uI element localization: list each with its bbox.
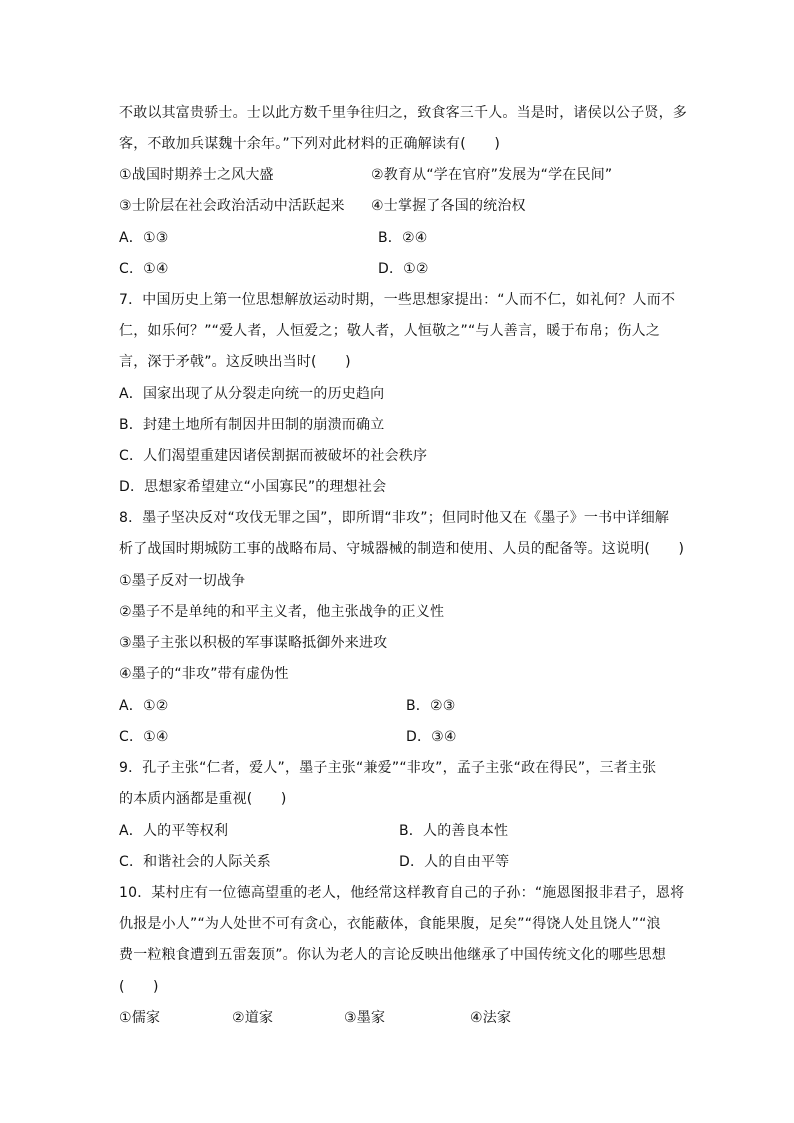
q7-option-d[interactable]: D．思想家希望建立“小国寡民”的理想社会 (119, 479, 387, 495)
q8-statement-3: ③墨子主张以积极的军事谋略抵御外来进攻 (119, 635, 388, 651)
q6-statement-1: ①战国时期养士之风大盛 (119, 167, 274, 183)
q10-stem-line-4: ( ) (119, 979, 159, 995)
q10-choice-3: ③墨家 (344, 1010, 386, 1026)
q9-option-d[interactable]: D．人的自由平等 (399, 854, 510, 870)
q7-stem-line-3: 言，深于矛戟”。这反映出当时( ) (119, 354, 351, 370)
q8-statement-1: ①墨子反对一切战争 (119, 573, 246, 589)
q10-choice-2: ②道家 (232, 1010, 274, 1026)
q10-stem-line-3: 费一粒粮食遭到五雷轰顶”。你认为老人的言论反映出他继承了中国传统文化的哪些思想 (119, 947, 667, 963)
q9-option-c[interactable]: C．和谐社会的人际关系 (119, 854, 271, 870)
q8-option-a[interactable]: A．①② (119, 698, 169, 714)
q8-stem-line-2: 析了战国时期城防工事的战略布局、守城器械的制造和使用、人员的配备等。这说明( ) (119, 541, 685, 557)
q6-stem-line-1: 不敢以其富贵骄士。士以此方数千里争往归之，致食客三千人。当是时，诸侯以公子贤，多 (119, 105, 687, 121)
q8-option-d[interactable]: D．③④ (406, 729, 457, 745)
q8-option-b[interactable]: B．②③ (406, 698, 456, 714)
q10-choice-1: ①儒家 (119, 1010, 161, 1026)
q8-option-c[interactable]: C．①④ (119, 729, 169, 745)
q6-option-d[interactable]: D．①② (378, 261, 429, 277)
q8-stem-line-1: 8．墨子坚决反对“攻伐无罪之国”，即所谓“非攻”；但同时他又在《墨子》一书中详细解 (119, 510, 670, 526)
q9-stem-line-2: 的本质内涵都是重视( ) (119, 791, 287, 807)
q6-option-b[interactable]: B．②④ (378, 230, 428, 246)
q6-option-a[interactable]: A．①③ (119, 230, 169, 246)
q9-option-a[interactable]: A．人的平等权利 (119, 823, 229, 839)
q7-stem-line-1: 7．中国历史上第一位思想解放运动时期，一些思想家提出：“人而不仁，如礼何？人而不 (119, 292, 676, 308)
q9-option-b[interactable]: B．人的善良本性 (399, 823, 509, 839)
q7-option-c[interactable]: C．人们渴望重建因诸侯割据而被破坏的社会秩序 (119, 448, 428, 464)
q6-option-c[interactable]: C．①④ (119, 261, 169, 277)
q7-stem-line-2: 仁，如乐何？”“爱人者，人恒爱之；敬人者，人恒敬之”“与人善言，暖于布帛；伤人之 (119, 323, 661, 339)
q10-stem-line-1: 10．某村庄有一位德高望重的老人，他经常这样教育自己的子孙：“施恩图报非君子，恩将 (119, 885, 685, 901)
q7-option-b[interactable]: B．封建土地所有制因井田制的崩溃而确立 (119, 417, 385, 433)
q8-statement-4: ④墨子的“非攻”带有虚伪性 (119, 666, 289, 682)
q6-stem-line-2: 客，不敢加兵谋魏十余年。”下列对此材料的正确解读有( ) (119, 136, 500, 152)
q6-statement-3: ③士阶层在社会政治活动中活跃起来 (119, 198, 345, 214)
q6-statement-4: ④士掌握了各国的统治权 (371, 198, 526, 214)
q7-option-a[interactable]: A．国家出现了从分裂走向统一的历史趋向 (119, 386, 385, 402)
q10-choice-4: ④法家 (470, 1010, 512, 1026)
q9-stem-line-1: 9．孔子主张“仁者，爱人”，墨子主张“兼爱”“非攻”，孟子主张“政在得民”，三者主张 (119, 760, 657, 776)
q10-stem-line-2: 仇报是小人”“为人处世不可有贪心，衣能蔽体，食能果腹，足矣”“得饶人处且饶人”“浪 (119, 916, 661, 932)
q8-statement-2: ②墨子不是单纯的和平主义者，他主张战争的正义性 (119, 604, 445, 620)
q6-statement-2: ②教育从“学在官府”发展为“学在民间” (371, 167, 613, 183)
